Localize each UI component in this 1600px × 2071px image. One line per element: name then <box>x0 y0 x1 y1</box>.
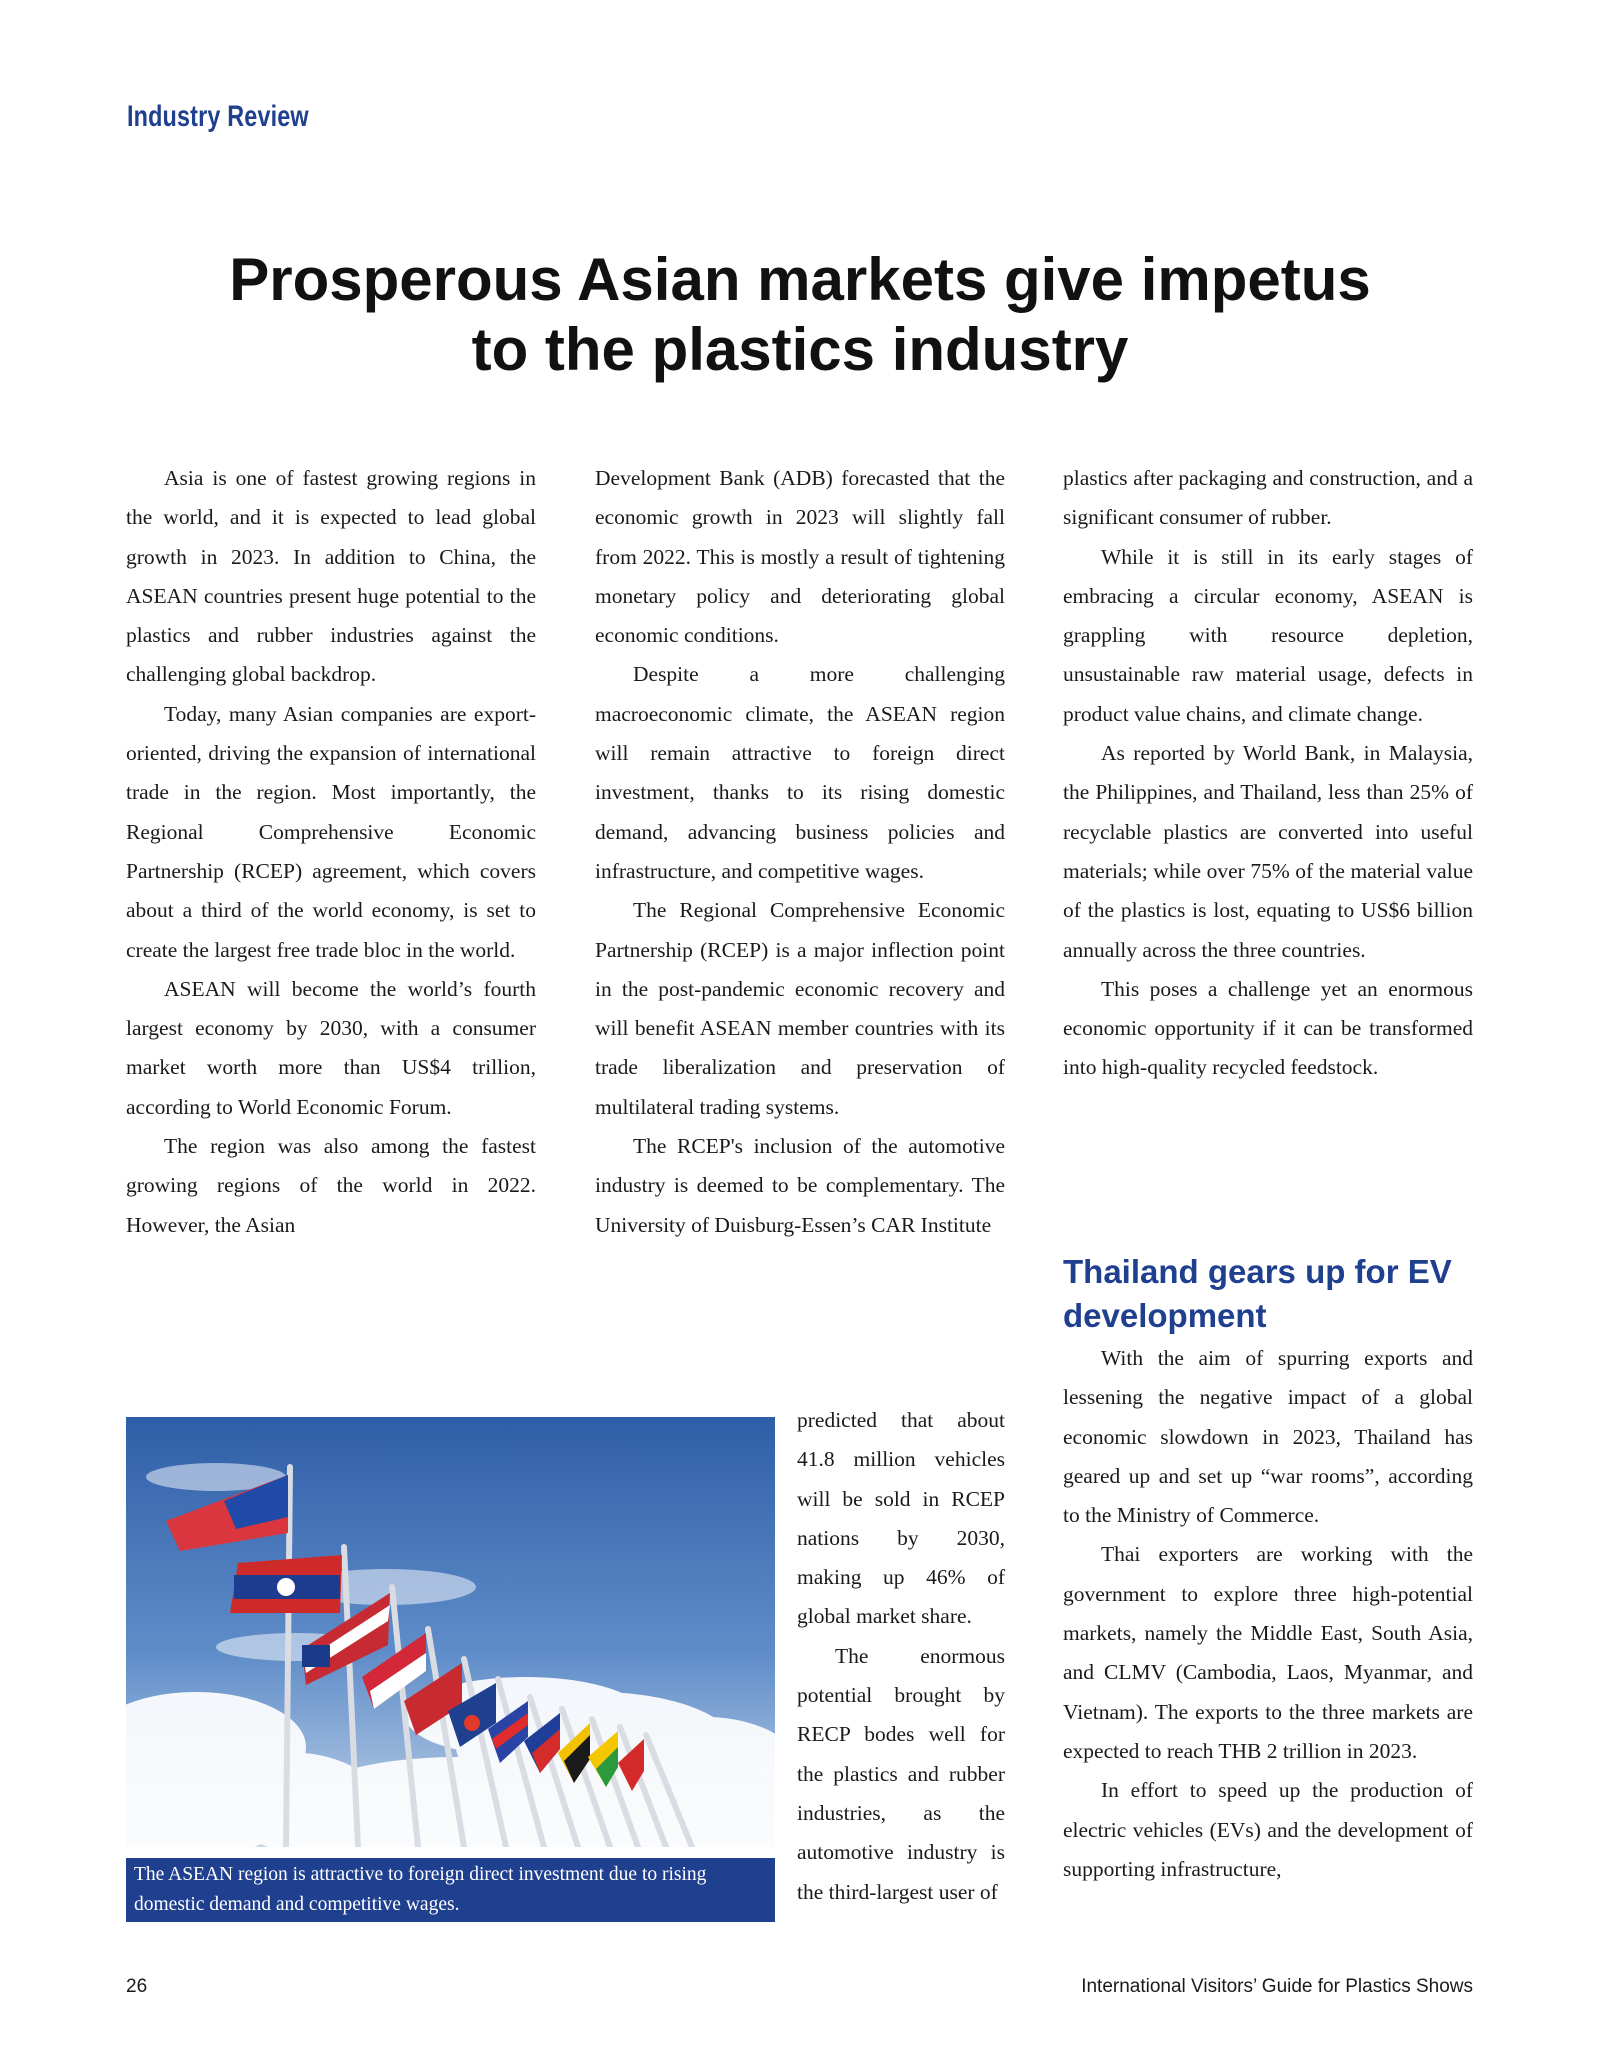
paragraph: Thai exporters are working with the government to explore three high-potential markets, namely the Middle East, South Asia, and CLMV (Cambodia, Laos, Myanmar, and Vietnam). The exports to the three markets are expected to reach THB 2 trillion in 2023. <box>1063 1542 1473 1763</box>
asean-flags-photo <box>126 1417 775 1847</box>
paragraph: In effort to speed up the production of electric vehicles (EVs) and the development of supporting infrastructure, <box>1063 1778 1473 1881</box>
paragraph: As reported by World Bank, in Malaysia, the Philippines, and Thailand, less than 25% of recyclable plastics are converted into useful materials; while over 75% of the material value of the plastics is lost, equating to US$6 billion annually across the three countries. <box>1063 741 1473 962</box>
paragraph: Development Bank (ADB) forecasted that the economic growth in 2023 will slightly fall from 2022. This is mostly a result of tightening monetary policy and deteriorating global economic conditions. <box>595 466 1005 648</box>
paragraph: The Regional Comprehensive Economic Partnership (RCEP) is a major inflection point in the post-pandemic economic recovery and will benefit ASEAN member countries with its trade liberalization and preservation of multilateral trading systems. <box>595 898 1005 1119</box>
publication-title: International Visitors’ Guide for Plastics Shows <box>1081 1976 1473 1997</box>
article-column-2 <box>595 459 1005 1245</box>
paragraph: Asia is one of fastest growing regions in the world, and it is expected to lead global growth in 2023. In addition to China, the ASEAN countries present huge potential to the plastics and rubber industries against the challenging global backdrop. <box>126 466 536 687</box>
paragraph: The RCEP's inclusion of the automotive industry is deemed to be complementary. The University of Duisburg-Essen’s CAR Institute <box>595 1134 1005 1237</box>
paragraph: The region was also among the fastest growing regions of the world in 2022. However, the Asian <box>126 1134 536 1237</box>
paragraph: Despite a more challenging macroeconomic climate, the ASEAN region will remain attractive to foreign direct investment, thanks to its rising domestic demand, advancing business policies and infrastructure, and competitive wages. <box>595 662 1005 883</box>
paragraph: Today, many Asian companies are export-oriented, driving the expansion of international trade in the region. Most importantly, the Regional Comprehensive Economic Partnership (RCEP) agreement, which covers about a third of the world economy, is set to create the largest free trade bloc in the world. <box>126 701 536 962</box>
paragraph: ASEAN will become the world’s fourth largest economy by 2030, with a consumer market worth more than US$4 trillion, according to World Economic Forum. <box>126 976 536 1119</box>
paragraph: plastics after packaging and construction, and a significant consumer of rubber. <box>1063 466 1473 530</box>
paragraph: predicted that about 41.8 million vehicles will be sold in RCEP nations by 2030, making up 46% of global market share. <box>797 1408 1005 1629</box>
page-number: 26 <box>126 1976 148 1997</box>
subheading: Thailand gears up for EV development <box>1063 1253 1452 1334</box>
photo-caption: The ASEAN region is attractive to foreign direct investment due to rising domestic demand and competitive wages. <box>126 1858 775 1922</box>
section-label: Industry Review <box>127 100 309 133</box>
headline: Prosperous Asian markets give impetus to the plastics industry <box>229 246 1371 383</box>
paragraph: While it is still in its early stages of embracing a circular economy, ASEAN is grappling with resource depletion, unsustainable raw material usage, defects in product value chains, and climate change. <box>1063 544 1473 726</box>
article-column-2-narrow <box>797 1401 1005 1912</box>
article-column-3 <box>1063 459 1473 1088</box>
paragraph: With the aim of spurring exports and lessening the negative impact of a global economic slowdown in 2023, Thailand has geared up and set up “war rooms”, according to the Ministry of Commerce. <box>1063 1346 1473 1528</box>
article-column-1 <box>126 459 536 1245</box>
paragraph: The enormous potential brought by RECP bodes well for the plastics and rubber industries, as the automotive industry is the third-largest user of <box>797 1643 1005 1904</box>
paragraph: This poses a challenge yet an enormous economic opportunity if it can be transformed into high-quality recycled feedstock. <box>1063 976 1473 1080</box>
article-column-3-continued <box>1063 1339 1473 1889</box>
